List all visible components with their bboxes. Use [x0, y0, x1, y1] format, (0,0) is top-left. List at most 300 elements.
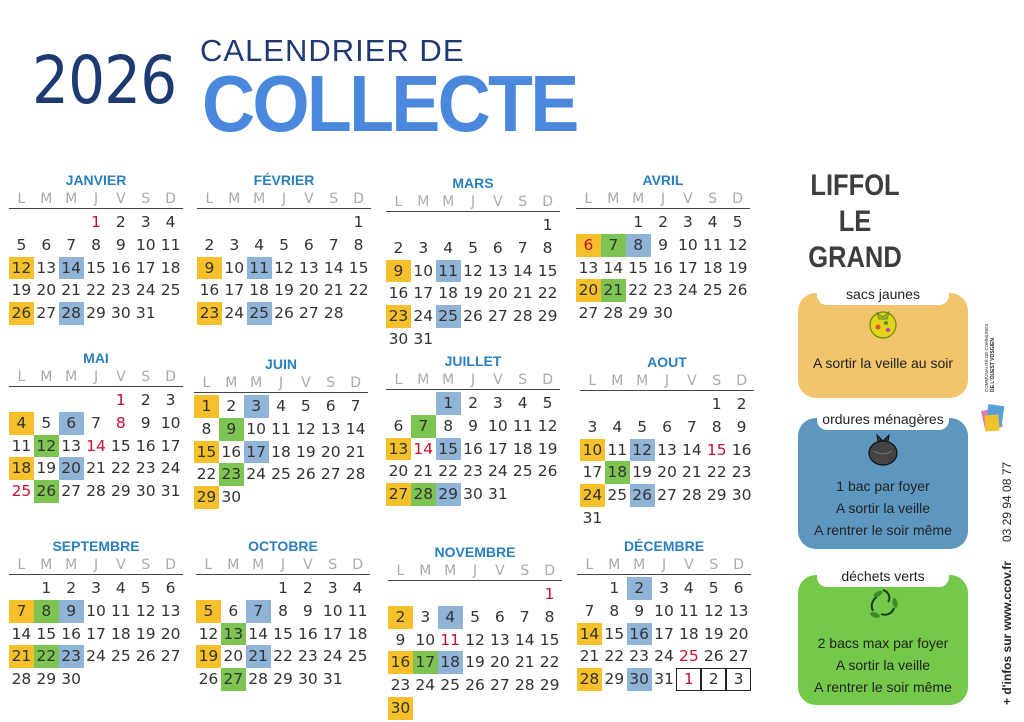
day-cell: 12 — [198, 624, 219, 643]
day-cell: 6 — [325, 397, 336, 415]
weekday-initial: D — [350, 375, 361, 391]
day-cell: 29 — [273, 670, 293, 689]
day-cell: 3 — [587, 417, 598, 436]
town-name — [800, 168, 911, 276]
day-cell: 18 — [160, 258, 181, 277]
month-name: NOVEMBRE — [434, 544, 516, 560]
next-year-day-cell: 1 — [676, 668, 701, 691]
day-cell: 21 — [61, 281, 82, 300]
month-2 — [197, 171, 371, 325]
weekday-initial: M — [608, 557, 621, 573]
org-name-line1: COMMUNAUTÉ DE COMMUNES — [984, 323, 989, 392]
day-cell: 24 — [415, 676, 436, 695]
day-cell: 11 — [607, 440, 628, 459]
day-cell: 5 — [196, 600, 221, 623]
day-cell: 25 — [347, 647, 368, 666]
day-cell: 27 — [728, 647, 749, 666]
day-cell: 28 — [603, 304, 624, 323]
day-cell: 20 — [488, 284, 508, 303]
day-cell: 30 — [627, 668, 652, 691]
day-cell: 19 — [36, 459, 57, 478]
org-name-line2: DE L'OUEST VOSGIEN — [990, 338, 996, 392]
day-cell: 28 — [577, 668, 602, 691]
day-cell: 24 — [86, 647, 106, 666]
day-cell: 10 — [160, 413, 181, 432]
legend-ordures-menageres-line1: 1 bac par foyer — [836, 478, 930, 494]
day-cell: 1 — [436, 392, 461, 415]
day-cell: 8 — [34, 600, 59, 623]
day-cell: 25 — [607, 486, 628, 505]
day-cell: 30 — [111, 304, 131, 323]
day-cell: 26 — [727, 281, 748, 300]
next-year-day-cell: 3 — [726, 668, 751, 691]
day-cell: 9 — [140, 413, 151, 432]
day-cell: 15 — [86, 258, 106, 277]
day-cell: 2 — [388, 606, 413, 629]
weekday-initial: M — [252, 557, 265, 573]
day-cell: 2 — [627, 577, 652, 600]
day-cell: 25 — [436, 305, 461, 328]
weekday-initial: L — [585, 557, 594, 573]
day-cell: 15 — [436, 438, 461, 461]
day-cell: 11 — [679, 601, 699, 620]
day-cell: 5 — [279, 235, 289, 254]
day-cell: 14 — [86, 436, 106, 455]
day-cell: 19 — [274, 281, 294, 300]
day-cell: 22 — [86, 281, 106, 300]
day-cell: 25 — [512, 462, 533, 481]
day-cell: 8 — [115, 413, 126, 432]
weekday-initial: L — [394, 372, 403, 388]
weekday-initial: M — [632, 191, 645, 207]
day-cell: 28 — [411, 483, 436, 506]
day-cell: 5 — [300, 397, 311, 415]
day-cell: 25 — [679, 647, 699, 666]
weekday-initial: V — [684, 557, 694, 573]
day-cell: 27 — [488, 307, 508, 326]
weekday-initial: J — [661, 557, 667, 573]
month-8 — [580, 353, 754, 530]
day-cell: 28 — [345, 465, 366, 484]
day-cell: 20 — [576, 279, 601, 302]
day-cell: 12 — [296, 419, 316, 438]
legend-dechets-verts-line3: A rentrer le soir même — [814, 679, 952, 695]
day-cell: 16 — [61, 624, 82, 643]
day-cell: 4 — [352, 579, 363, 597]
day-cell: 6 — [494, 607, 505, 626]
day-cell: 13 — [578, 258, 599, 277]
day-cell: 29 — [436, 483, 461, 506]
days-grid — [197, 211, 371, 325]
weekday-initial: M — [65, 369, 78, 385]
day-cell: 23 — [298, 647, 318, 666]
day-cell: 24 — [246, 465, 267, 484]
day-cell: 1 — [91, 213, 101, 231]
day-cell: 10 — [246, 419, 267, 438]
weekday-initial: S — [712, 373, 722, 389]
day-cell: 31 — [160, 482, 181, 501]
day-cell: 12 — [465, 630, 485, 649]
day-cell: 22 — [111, 459, 131, 478]
weekday-initial: L — [17, 191, 26, 207]
days-grid — [9, 211, 183, 325]
day-cell: 11 — [160, 235, 181, 254]
day-cell: 19 — [727, 258, 748, 277]
day-cell: 30 — [388, 329, 409, 348]
day-cell: 21 — [246, 645, 271, 668]
day-cell: 6 — [733, 579, 744, 597]
day-cell: 7 — [517, 238, 528, 257]
day-cell: 23 — [629, 647, 650, 666]
day-cell: 16 — [199, 281, 220, 300]
day-cell: 28 — [514, 676, 535, 695]
day-cell: 4 — [443, 238, 454, 257]
day-cell: 17 — [244, 441, 269, 464]
day-cell: 5 — [468, 238, 478, 257]
day-cell: 31 — [135, 304, 156, 323]
weekday-initial: L — [202, 375, 211, 391]
day-cell: 17 — [678, 258, 698, 277]
day-cell: 4 — [517, 394, 528, 412]
day-cell: 28 — [512, 307, 533, 326]
day-cell: 11 — [512, 416, 533, 435]
day-cell: 21 — [514, 653, 535, 672]
day-cell: 20 — [657, 463, 677, 482]
day-cell: 21 — [682, 463, 702, 482]
day-cell: 9 — [115, 235, 126, 254]
month-10 — [196, 537, 370, 691]
day-cell: 17 — [413, 284, 434, 303]
header-title-line2: COLLECTE — [202, 59, 577, 148]
days-grid — [577, 577, 751, 691]
day-cell: 5 — [470, 607, 480, 626]
days-grid — [9, 577, 183, 691]
day-cell: 15 — [604, 624, 625, 643]
day-cell: 28 — [86, 482, 106, 501]
day-cell: 26 — [198, 670, 219, 689]
day-cell: 11 — [347, 601, 368, 620]
day-cell: 22 — [438, 462, 459, 481]
day-cell: 17 — [160, 436, 181, 455]
info-phone: 03 29 94 08 77 — [1000, 461, 1014, 542]
day-cell: 5 — [41, 413, 52, 432]
day-cell: 16 — [221, 442, 242, 461]
day-cell: 5 — [732, 213, 743, 231]
weekday-initial: M — [442, 194, 455, 210]
day-cell: 24 — [580, 484, 605, 507]
month-12 — [577, 537, 751, 691]
month-4 — [576, 171, 750, 325]
day-cell: 12 — [9, 257, 34, 280]
town-line1: LIFFOL — [810, 169, 900, 202]
day-cell: 11 — [702, 235, 723, 254]
day-cell: 5 — [708, 579, 719, 597]
day-cell: 10 — [415, 630, 436, 649]
weekday-initial: D — [165, 369, 176, 385]
day-cell: 9 — [197, 257, 222, 280]
day-cell: 8 — [353, 235, 364, 254]
day-cell: 12 — [135, 601, 156, 620]
legend-dechets-verts-line2: A sortir la veille — [835, 657, 931, 673]
info-website: + d'infos sur www.ccov.fr — [1000, 561, 1014, 705]
day-cell: 24 — [322, 647, 343, 666]
day-cell: 19 — [196, 645, 221, 668]
day-cell: 5 — [637, 417, 648, 436]
weekday-initial: S — [141, 191, 151, 207]
day-cell: 9 — [395, 630, 406, 649]
day-cell: 26 — [630, 484, 655, 507]
day-cell: 26 — [135, 647, 156, 666]
day-cell: 20 — [728, 624, 749, 643]
day-cell: 21 — [323, 281, 344, 300]
day-cell: 13 — [728, 601, 749, 620]
day-cell: 18 — [271, 442, 291, 461]
day-cell: 29 — [86, 304, 106, 323]
day-cell: 22 — [706, 463, 727, 482]
day-cell: 11 — [436, 260, 461, 283]
day-cell: 2 — [302, 579, 313, 597]
day-cell: 30 — [135, 482, 156, 501]
day-cell: 22 — [348, 281, 369, 300]
day-cell: 22 — [34, 645, 59, 668]
day-cell: 7 — [350, 397, 361, 415]
day-cell: 13 — [61, 436, 82, 455]
day-cell: 8 — [278, 601, 288, 620]
weekday-initial: V — [495, 563, 505, 579]
weekday-initial: L — [17, 369, 26, 385]
weekday-initial: S — [328, 557, 338, 573]
month-11 — [388, 543, 562, 720]
town-line2: LE GRAND — [808, 205, 902, 274]
weekday-initial: M — [40, 191, 53, 207]
weekday-initial: J — [93, 557, 99, 573]
month-name: JUILLET — [444, 353, 502, 369]
weekday-header — [194, 373, 368, 393]
day-cell: 7 — [411, 415, 436, 438]
day-cell: 19 — [465, 653, 485, 672]
day-cell: 3 — [659, 579, 669, 597]
weekday-header — [388, 561, 562, 581]
day-cell: 13 — [386, 438, 411, 461]
day-cell: 2 — [226, 397, 237, 415]
day-cell: 18 — [9, 457, 34, 480]
day-cell: 9 — [219, 418, 244, 441]
day-cell: 6 — [303, 235, 314, 254]
day-cell: 15 — [628, 258, 649, 277]
weekday-header — [386, 370, 560, 390]
day-cell: 28 — [682, 486, 702, 505]
day-cell: 15 — [194, 441, 219, 464]
day-cell: 25 — [11, 482, 32, 501]
day-cell: 23 — [111, 281, 131, 300]
day-cell: 10 — [135, 235, 156, 254]
day-cell: 15 — [111, 436, 131, 455]
day-cell: 22 — [604, 647, 625, 666]
weekday-initial: L — [205, 191, 214, 207]
weekday-initial: D — [736, 373, 747, 389]
weekday-header — [9, 367, 183, 387]
day-cell: 29 — [628, 304, 649, 323]
day-cell: 11 — [111, 601, 131, 620]
weekday-initial: M — [611, 373, 624, 389]
day-cell: 26 — [537, 462, 558, 481]
day-cell: 8 — [711, 417, 722, 436]
month-name: AVRIL — [642, 172, 684, 188]
day-cell: 31 — [322, 670, 343, 689]
day-cell: 9 — [468, 416, 478, 435]
weekday-initial: S — [329, 191, 339, 207]
weekday-initial: J — [93, 369, 99, 385]
header-year: 2026 — [32, 42, 177, 119]
weekday-initial: M — [636, 373, 649, 389]
weekday-initial: S — [709, 557, 719, 573]
day-cell: 9 — [386, 260, 411, 283]
day-cell: 22 — [539, 653, 560, 672]
month-name: SEPTEMBRE — [52, 538, 140, 554]
day-cell: 3 — [140, 213, 151, 231]
day-cell: 18 — [605, 461, 630, 484]
day-cell: 27 — [160, 647, 181, 666]
day-cell: 5 — [542, 394, 553, 412]
day-cell: 17 — [413, 651, 438, 674]
day-cell: 29 — [194, 486, 219, 509]
day-cell: 20 — [160, 624, 181, 643]
month-3 — [386, 174, 560, 351]
day-cell: 12 — [34, 435, 59, 458]
day-cell: 27 — [320, 465, 341, 484]
yellow-bag-icon — [864, 303, 902, 341]
weekday-initial: V — [303, 557, 313, 573]
day-cell: 14 — [413, 439, 434, 458]
day-cell: 10 — [654, 601, 674, 620]
day-cell: 4 — [276, 397, 286, 415]
day-cell: 2 — [736, 395, 747, 413]
day-cell: 10 — [678, 235, 698, 254]
day-cell: 22 — [628, 281, 649, 300]
day-cell: 23 — [463, 462, 483, 481]
day-cell: 21 — [413, 462, 434, 481]
day-cell: 31 — [582, 508, 603, 527]
day-cell: 24 — [413, 307, 434, 326]
day-cell: 4 — [438, 606, 463, 629]
month-5 — [9, 349, 183, 503]
day-cell: 8 — [542, 238, 553, 257]
day-cell: 2 — [66, 579, 77, 597]
weekday-initial: D — [352, 557, 363, 573]
day-cell: 31 — [654, 670, 674, 689]
day-cell: 21 — [512, 284, 533, 303]
month-name: JUIN — [265, 356, 297, 372]
day-cell: 13 — [36, 258, 57, 277]
day-cell: 9 — [736, 417, 747, 436]
weekday-initial: M — [40, 369, 53, 385]
weekday-initial: V — [116, 557, 126, 573]
legend-ordures-menageres-line2: A sortir la veille — [835, 500, 931, 516]
day-cell: 27 — [36, 304, 57, 323]
day-cell: 24 — [678, 281, 698, 300]
day-cell: 7 — [91, 413, 101, 432]
day-cell: 12 — [274, 258, 294, 277]
day-cell: 27 — [299, 304, 319, 323]
day-cell: 13 — [657, 440, 677, 459]
day-cell: 19 — [537, 439, 558, 458]
day-cell: 29 — [706, 486, 727, 505]
weekday-initial: M — [253, 191, 266, 207]
day-cell: 16 — [731, 440, 752, 459]
day-cell: 4 — [254, 235, 265, 254]
day-cell: 6 — [662, 417, 672, 436]
weekday-initial: J — [280, 557, 286, 573]
day-cell: 6 — [59, 412, 84, 435]
day-cell: 11 — [271, 419, 291, 438]
weekday-initial: S — [141, 369, 151, 385]
day-cell: 4 — [683, 579, 694, 597]
day-cell: 1 — [278, 579, 288, 597]
weekday-initial: M — [419, 563, 432, 579]
day-cell: 26 — [9, 302, 34, 325]
day-cell: 12 — [537, 416, 558, 435]
day-cell: 1 — [41, 579, 52, 597]
month-name: MARS — [452, 175, 494, 191]
day-cell: 30 — [463, 485, 483, 504]
day-cell: 6 — [576, 234, 601, 257]
day-cell: 18 — [249, 281, 270, 300]
month-7 — [386, 352, 560, 506]
day-cell: 26 — [296, 465, 316, 484]
day-cell: 8 — [443, 416, 454, 435]
day-cell: 24 — [224, 304, 245, 323]
days-grid — [9, 389, 183, 503]
days-grid — [388, 583, 562, 720]
weekday-initial: D — [353, 191, 364, 207]
day-cell: 14 — [514, 630, 535, 649]
month-name: OCTOBRE — [248, 538, 318, 554]
weekday-initial: S — [141, 557, 151, 573]
weekday-initial: V — [116, 369, 126, 385]
day-cell: 23 — [219, 463, 244, 486]
day-cell: 18 — [438, 284, 459, 303]
weekday-initial: L — [204, 557, 213, 573]
day-cell: 7 — [601, 234, 626, 257]
weekday-initial: V — [301, 375, 311, 391]
day-cell: 16 — [111, 258, 131, 277]
day-cell: 15 — [539, 630, 560, 649]
day-cell: 11 — [247, 257, 272, 280]
day-cell: 12 — [630, 439, 655, 462]
weekday-initial: J — [278, 375, 284, 391]
day-cell: 7 — [686, 417, 697, 436]
day-cell: 13 — [320, 419, 341, 438]
day-cell: 7 — [328, 235, 339, 254]
day-cell: 20 — [299, 281, 319, 300]
day-cell: 28 — [248, 670, 269, 689]
day-cell: 17 — [654, 624, 674, 643]
day-cell: 19 — [463, 284, 483, 303]
month-name: DÉCEMBRE — [623, 538, 705, 554]
day-cell: 6 — [165, 579, 176, 597]
day-cell: 20 — [320, 442, 341, 461]
day-cell: 14 — [323, 258, 344, 277]
weekday-header — [196, 555, 370, 575]
day-cell: 13 — [299, 258, 319, 277]
day-cell: 30 — [388, 697, 413, 720]
day-cell: 20 — [490, 653, 510, 672]
weekday-initial: D — [542, 372, 553, 388]
weekday-initial: M — [444, 563, 457, 579]
day-cell: 7 — [584, 601, 595, 620]
day-cell: 19 — [296, 442, 316, 461]
day-cell: 16 — [388, 284, 409, 303]
